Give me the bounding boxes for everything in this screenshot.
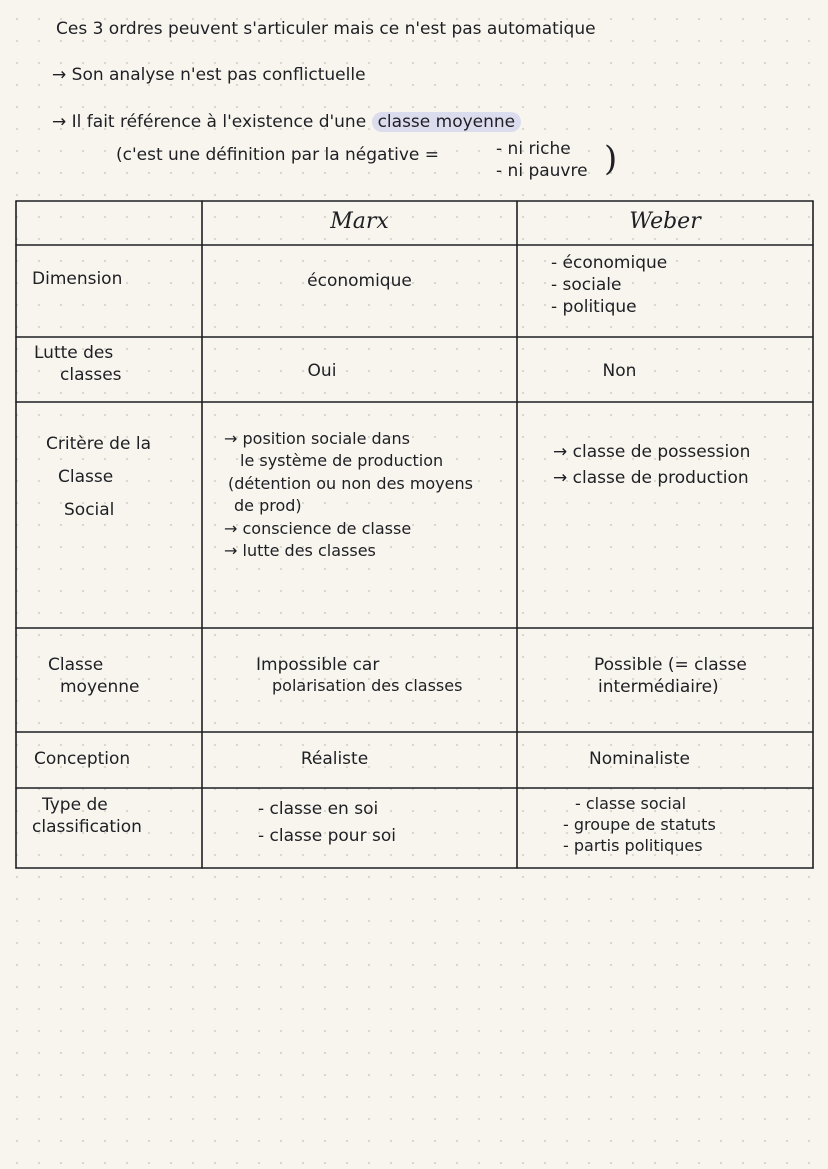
header-marx: Marx xyxy=(330,209,389,234)
cell-line: économique xyxy=(307,271,412,291)
row-lutte-marx xyxy=(202,360,442,382)
closing-parenthesis: ) xyxy=(604,139,618,179)
cell-line: de prod) xyxy=(234,496,302,516)
cell-line: Possible (= classe xyxy=(594,655,747,675)
cell-line: - sociale xyxy=(551,275,622,296)
cell-line: polarisation des classes xyxy=(272,676,463,696)
cell-line: Impossible car xyxy=(256,655,380,675)
cell-line: (détention ou non des moyens xyxy=(228,473,473,493)
row-dimension-label xyxy=(32,268,122,290)
row-classe-moyenne-marx xyxy=(256,654,462,697)
row-label-line: Classe xyxy=(48,655,104,675)
cell-line: - partis politiques xyxy=(563,835,703,855)
intro-line-4: (c'est une définition par la négative = xyxy=(116,145,440,165)
cell-line: → position sociale dans xyxy=(224,429,410,448)
intro-line-4-item-2: - ni pauvre xyxy=(496,161,588,181)
cell-line: Réaliste xyxy=(300,749,369,769)
row-label-line: Classe xyxy=(58,467,114,488)
cell-line: Oui xyxy=(307,361,337,381)
row-label-line: Type de xyxy=(42,795,108,815)
cell-line: - économique xyxy=(551,253,668,273)
row-dimension-marx xyxy=(202,270,517,292)
cell-line: → classe de production xyxy=(553,468,749,489)
classe-moyenne-highlight: classe moyenne xyxy=(372,112,522,132)
cell-line: - classe social xyxy=(575,794,687,813)
row-critere-label xyxy=(46,428,151,527)
row-critere-marx xyxy=(224,428,473,562)
cell-line: → classe de possession xyxy=(553,442,751,462)
row-classe-moyenne-weber xyxy=(594,654,747,698)
row-dimension-weber xyxy=(551,252,667,318)
row-lutte-label xyxy=(34,342,122,386)
row-classe-moyenne-label xyxy=(48,654,140,698)
intro-line-1: Ces 3 ordres peuvent s'articuler mais ce n'est pas automatique xyxy=(56,19,596,39)
intro-line-2: → Son analyse n'est pas conflictuelle xyxy=(52,65,366,85)
cell-line: - politique xyxy=(551,297,637,318)
row-conception-weber xyxy=(517,748,762,770)
row-label-line: moyenne xyxy=(60,677,140,698)
cell-line: → lutte des classes xyxy=(224,540,376,560)
row-conception-label xyxy=(34,748,130,770)
header-weber: Weber xyxy=(629,209,701,234)
row-label-line: Dimension xyxy=(32,269,123,289)
row-type-marx xyxy=(258,796,396,850)
row-label-line: Social xyxy=(64,500,115,521)
row-type-label xyxy=(32,794,142,838)
cell-line: - classe pour soi xyxy=(258,826,396,847)
intro-line-3-prefix: → Il fait référence à l'existence d'une xyxy=(52,112,367,132)
cell-line: Non xyxy=(602,361,637,381)
row-type-weber xyxy=(563,794,716,856)
cell-line: intermédiaire) xyxy=(598,677,719,698)
row-label-line: classes xyxy=(60,365,122,386)
row-critere-weber xyxy=(553,428,750,503)
row-lutte-weber xyxy=(517,360,722,382)
cell-line: le système de production xyxy=(240,451,444,471)
row-label-line: Critère de la xyxy=(46,434,151,454)
cell-line: - classe en soi xyxy=(258,799,379,819)
row-label-line: classification xyxy=(32,817,142,838)
cell-line: → conscience de classe xyxy=(224,518,412,538)
row-conception-marx xyxy=(202,748,467,770)
cell-line: Nominaliste xyxy=(588,749,691,769)
row-label-line: Lutte des xyxy=(34,343,114,363)
cell-line: - groupe de statuts xyxy=(563,814,716,834)
intro-line-4-item-1: - ni riche xyxy=(496,139,571,159)
row-label-line: Conception xyxy=(34,749,131,769)
